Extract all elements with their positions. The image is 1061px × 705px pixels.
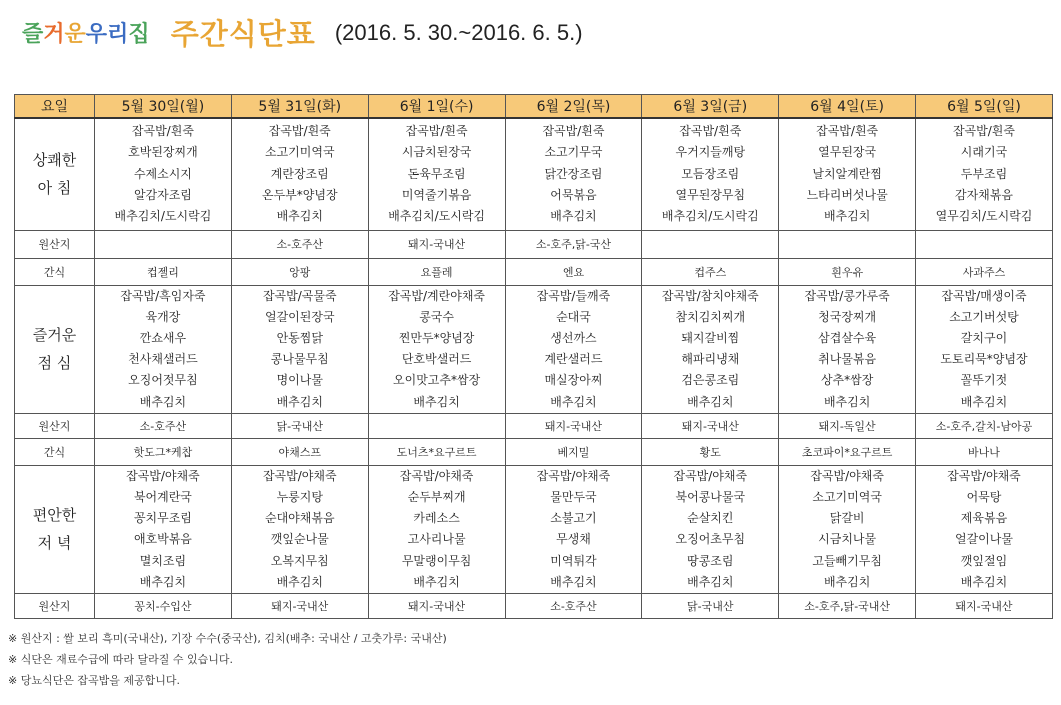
menu-item: 배추김치 [139, 574, 187, 589]
meal-label: 점 심 [37, 354, 72, 373]
menu-item: 잡곡밥/흰죽 [679, 124, 742, 139]
origin-cell: 소-호주,닭-국산 [505, 230, 642, 258]
origin-label: 원산지 [15, 593, 95, 618]
meal-label: 즐거운 [32, 326, 77, 345]
menu-item: 배추김치 [276, 209, 323, 224]
corner-label: 요일 [15, 95, 95, 119]
origin-cell: 소-호주산 [505, 593, 642, 618]
snack-cell: 요플레 [368, 258, 505, 285]
breakfast-cell [95, 118, 232, 230]
day-header: 6월 3일(금) [642, 95, 779, 119]
menu-item: 미역줄기볶음 [401, 187, 472, 202]
menu-item: 무생채 [556, 532, 591, 547]
page-header [22, 12, 583, 56]
menu-item: 잡곡밥/야채죽 [399, 468, 474, 483]
breakfast-cell [916, 118, 1053, 230]
menu-item: 두부조림 [960, 166, 1008, 181]
menu-item: 배추김치/도시락김 [114, 209, 212, 224]
menu-item: 배추김치 [550, 394, 597, 409]
menu-item: 시금치나물 [818, 532, 877, 547]
menu-item: 잡곡밥/매생이죽 [941, 288, 1027, 303]
menu-item: 계란장조림 [270, 166, 329, 181]
lunch-row [15, 285, 1053, 413]
snack-row [15, 438, 1053, 465]
snack-cell: 베지밀 [505, 438, 642, 465]
meal-label: 상쾌한 [32, 151, 77, 170]
menu-item: 깐쇼새우 [139, 330, 187, 345]
menu-item: 소고기미역국 [264, 145, 335, 160]
menu-item: 제육볶음 [960, 511, 1008, 526]
menu-item: 배추김치 [550, 209, 597, 224]
menu-item: 잡곡밥/콩가루죽 [804, 288, 890, 303]
menu-item: 콩나물무침 [270, 352, 329, 367]
footnote: ※ 식단은 재료수급에 따라 달라질 수 있습니다. [8, 653, 233, 666]
menu-item: 순대야채볶음 [264, 511, 335, 526]
menu-item: 배추김치/도시락김 [388, 209, 485, 224]
page-title: 주간식단표 [170, 17, 316, 51]
menu-item: 우거지들깨탕 [675, 145, 746, 160]
breakfast-cell [231, 118, 368, 230]
origin-cell: 닭-국내산 [642, 593, 779, 618]
menu-item: 매실장아찌 [544, 373, 603, 388]
snack-cell: 흰우유 [779, 258, 916, 285]
brand-char: 즐 [22, 22, 44, 47]
origin-cell: 돼지-독일산 [779, 413, 916, 438]
footnote: ※ 당뇨식단은 잡곡밥을 제공합니다. [8, 674, 180, 687]
menu-item: 배추김치 [823, 209, 871, 224]
menu-item: 돼지갈비찜 [681, 330, 740, 345]
snack-cell: 야채스프 [231, 438, 368, 465]
brand-char: 집 [128, 22, 150, 47]
menu-item: 잡곡밥/흰죽 [816, 124, 879, 139]
dinner-cell [231, 465, 368, 593]
menu-item: 땅콩조림 [687, 553, 734, 568]
menu-item: 시래기국 [960, 145, 1008, 160]
snack-label: 간식 [15, 258, 95, 285]
origin-row [15, 593, 1053, 618]
menu-item: 잡곡밥/야채죽 [536, 468, 611, 483]
day-header: 6월 2일(목) [505, 95, 642, 119]
menu-item: 잡곡밥/야채죽 [126, 468, 200, 483]
menu-item: 무말랭이무침 [401, 553, 472, 568]
menu-item: 꼴뚜기젓 [960, 373, 1008, 388]
origin-cell: 닭-국내산 [231, 413, 368, 438]
menu-item: 갈치구이 [960, 330, 1008, 345]
origin-cell: 돼지-국내산 [368, 230, 505, 258]
lunch-label [15, 285, 95, 413]
menu-item: 검은콩조림 [681, 373, 740, 388]
brand-logo [22, 17, 150, 48]
menu-item: 계란샐러드 [544, 352, 603, 367]
menu-item: 안동찜닭 [276, 330, 323, 345]
menu-item: 오이맛고추*쌈장 [393, 373, 481, 388]
menu-item: 열무된장무침 [675, 187, 746, 202]
snack-cell: 도너츠*요구르트 [368, 438, 505, 465]
origin-cell [368, 413, 505, 438]
origin-row [15, 230, 1053, 258]
menu-item: 해파리냉채 [681, 352, 740, 367]
menu-item: 느타리버섯나물 [806, 187, 888, 202]
origin-cell [95, 230, 232, 258]
menu-item: 깻잎절임 [960, 553, 1008, 568]
origin-row [15, 413, 1053, 438]
origin-cell: 돼지-국내산 [642, 413, 779, 438]
lunch-cell [368, 285, 505, 413]
menu-item: 찐만두*양념장 [398, 330, 475, 345]
origin-cell: 돼지-국내산 [505, 413, 642, 438]
menu-item: 멸치조림 [139, 553, 187, 568]
day-header: 5월 30일(월) [95, 95, 232, 119]
menu-item: 소고기미역국 [812, 489, 882, 504]
menu-item: 단호박샐러드 [401, 352, 472, 367]
date-range: (2016. 5. 30.~2016. 6. 5.) [334, 19, 583, 45]
breakfast-cell [505, 118, 642, 230]
menu-item: 배추김치 [413, 394, 460, 409]
snack-cell: 엔요 [505, 258, 642, 285]
origin-cell: 돼지-국내산 [368, 593, 505, 618]
origin-label: 원산지 [15, 413, 95, 438]
snack-cell: 황도 [642, 438, 779, 465]
menu-item: 배추김치 [960, 394, 1008, 409]
menu-item: 잡곡밥/흰죽 [268, 124, 331, 139]
origin-label: 원산지 [15, 230, 95, 258]
menu-item: 고사리나물 [407, 532, 466, 547]
menu-item: 돈육무조림 [407, 166, 466, 181]
menu-item: 소고기버섯탕 [949, 309, 1019, 324]
menu-item: 얼갈이나물 [955, 532, 1013, 547]
menu-item: 미역튀각 [550, 553, 597, 568]
menu-item: 애호박볶음 [133, 532, 192, 547]
menu-item: 배추김치 [276, 394, 323, 409]
breakfast-cell [368, 118, 505, 230]
footnote: ※ 원산지 : 쌀 보리 흑미(국내산), 기장 수수(중국산), 김치(배추: 국내산 / 고춧가루: 국내산) [8, 632, 447, 645]
snack-cell: 초코파이*요구르트 [779, 438, 916, 465]
menu-item: 잡곡밥/흰죽 [952, 124, 1015, 139]
menu-item: 시금치된장국 [401, 145, 472, 160]
menu-item: 잡곡밥/흰죽 [405, 124, 468, 139]
menu-item: 얼갈이된장국 [264, 309, 335, 324]
snack-cell: 바나나 [916, 438, 1053, 465]
menu-item: 알감자조림 [133, 187, 192, 202]
menu-item: 순대국 [556, 309, 591, 324]
origin-cell: 소-호주,갈치-남아공 [916, 413, 1053, 438]
meal-label: 편안한 [32, 506, 77, 525]
snack-label: 간식 [15, 438, 95, 465]
lunch-cell [916, 285, 1053, 413]
menu-item: 상추*쌈장 [820, 373, 874, 388]
snack-cell: 앙팡 [231, 258, 368, 285]
weekly-menu-table [14, 94, 1053, 619]
menu-item: 날치알계란찜 [812, 166, 882, 181]
menu-item: 닭갈비 [829, 511, 865, 526]
origin-cell: 소-호주산 [95, 413, 232, 438]
menu-item: 열무된장국 [818, 145, 877, 160]
menu-item: 열무김치/도시락김 [935, 209, 1033, 224]
origin-cell: 꽁치-수입산 [95, 593, 232, 618]
menu-item: 취나물볶음 [818, 352, 877, 367]
menu-item: 천사채샐러드 [128, 352, 198, 367]
snack-cell: 컵젤리 [95, 258, 232, 285]
menu-item: 호박된장찌개 [128, 145, 198, 160]
menu-item: 생선까스 [550, 330, 597, 345]
menu-item: 잡곡밥/곡물죽 [262, 288, 337, 303]
menu-item: 배추김치 [960, 574, 1008, 589]
origin-cell [779, 230, 916, 258]
menu-item: 배추김치 [823, 394, 871, 409]
day-header-row [15, 95, 1053, 119]
meal-label: 저 녁 [37, 534, 72, 553]
menu-item: 콩국수 [419, 309, 454, 324]
menu-item: 오복지무침 [270, 553, 329, 568]
dinner-cell [505, 465, 642, 593]
origin-cell: 돼지-국내산 [916, 593, 1053, 618]
menu-item: 잡곡밥/흑임자죽 [120, 288, 206, 303]
dinner-cell [368, 465, 505, 593]
menu-item: 누룽지탕 [276, 489, 323, 504]
menu-item: 잡곡밥/흰죽 [131, 124, 194, 139]
menu-item: 오징어젓무침 [128, 373, 198, 388]
menu-item: 배추김치 [413, 574, 460, 589]
menu-item: 어묵탕 [966, 489, 1002, 504]
dinner-row [15, 465, 1053, 593]
lunch-cell [642, 285, 779, 413]
brand-char: 운 [64, 22, 86, 47]
breakfast-label [15, 118, 95, 230]
menu-item: 어묵볶음 [550, 187, 597, 202]
menu-item: 소불고기 [550, 511, 597, 526]
menu-item: 배추김치 [139, 394, 187, 409]
dinner-cell [916, 465, 1053, 593]
menu-item: 배추김치 [687, 394, 734, 409]
dinner-cell [642, 465, 779, 593]
lunch-cell [505, 285, 642, 413]
lunch-cell [231, 285, 368, 413]
menu-item: 배추김치 [823, 574, 871, 589]
menu-item: 북어콩나물국 [675, 489, 746, 504]
menu-item: 소고기무국 [544, 145, 603, 160]
brand-char: 거 [43, 22, 65, 47]
snack-cell: 사과주스 [916, 258, 1053, 285]
menu-item: 수제소시지 [133, 166, 192, 181]
lunch-cell [95, 285, 232, 413]
menu-item: 모듬장조림 [681, 166, 740, 181]
snack-row [15, 258, 1053, 285]
dinner-label [15, 465, 95, 593]
origin-cell [642, 230, 779, 258]
snack-cell: 컵주스 [642, 258, 779, 285]
menu-item: 잡곡밥/야채죽 [810, 468, 884, 483]
menu-item: 배추김치 [687, 574, 734, 589]
menu-item: 잡곡밥/야채죽 [673, 468, 748, 483]
dinner-cell [779, 465, 916, 593]
menu-item: 배추김치 [550, 574, 597, 589]
menu-item: 잡곡밥/흰죽 [542, 124, 605, 139]
menu-item: 꽁치무조림 [133, 511, 192, 526]
footnotes [8, 628, 447, 691]
origin-cell: 돼지-국내산 [231, 593, 368, 618]
day-header: 5월 31일(화) [231, 95, 368, 119]
meal-label: 아 침 [37, 179, 72, 198]
menu-item: 삼겹살수육 [818, 330, 877, 345]
menu-item: 잡곡밥/들깨죽 [536, 288, 611, 303]
menu-item: 북어계란국 [133, 489, 192, 504]
brand-char: 리 [107, 22, 129, 47]
menu-item: 육개장 [145, 309, 181, 324]
dinner-cell [95, 465, 232, 593]
menu-item: 순살치킨 [687, 511, 734, 526]
breakfast-cell [642, 118, 779, 230]
menu-item: 잡곡밥/참치야채죽 [661, 288, 759, 303]
breakfast-row [15, 118, 1053, 230]
menu-item: 잡곡밥/계란야채죽 [388, 288, 485, 303]
menu-item: 물만두국 [550, 489, 597, 504]
menu-item: 순두부찌개 [407, 489, 466, 504]
day-header: 6월 1일(수) [368, 95, 505, 119]
menu-item: 온두부*양념장 [261, 187, 338, 202]
breakfast-cell [779, 118, 916, 230]
menu-item: 고들빼기무침 [812, 553, 882, 568]
lunch-cell [779, 285, 916, 413]
origin-cell [916, 230, 1053, 258]
menu-item: 카레소스 [413, 511, 460, 526]
menu-item: 잡곡밥/야채죽 [262, 468, 337, 483]
menu-item: 청국장찌개 [818, 309, 877, 324]
menu-item: 깻잎순나물 [270, 532, 329, 547]
menu-item: 감자채볶음 [955, 187, 1013, 202]
day-header: 6월 5일(일) [916, 95, 1053, 119]
origin-cell: 소-호주,닭-국내산 [779, 593, 916, 618]
menu-item: 명이나물 [276, 373, 323, 388]
origin-cell: 소-호주산 [231, 230, 368, 258]
menu-item: 도토리묵*양념장 [940, 352, 1028, 367]
brand-char: 우 [85, 22, 108, 47]
menu-item: 배추김치/도시락김 [661, 209, 759, 224]
day-header: 6월 4일(토) [779, 95, 916, 119]
menu-item: 참치김치찌개 [675, 309, 746, 324]
menu-item: 배추김치 [276, 574, 323, 589]
menu-item: 닭간장조림 [544, 166, 603, 181]
menu-item: 잡곡밥/야채죽 [947, 468, 1021, 483]
snack-cell: 핫도그*케찹 [95, 438, 232, 465]
menu-item: 오징어초무침 [675, 532, 746, 547]
